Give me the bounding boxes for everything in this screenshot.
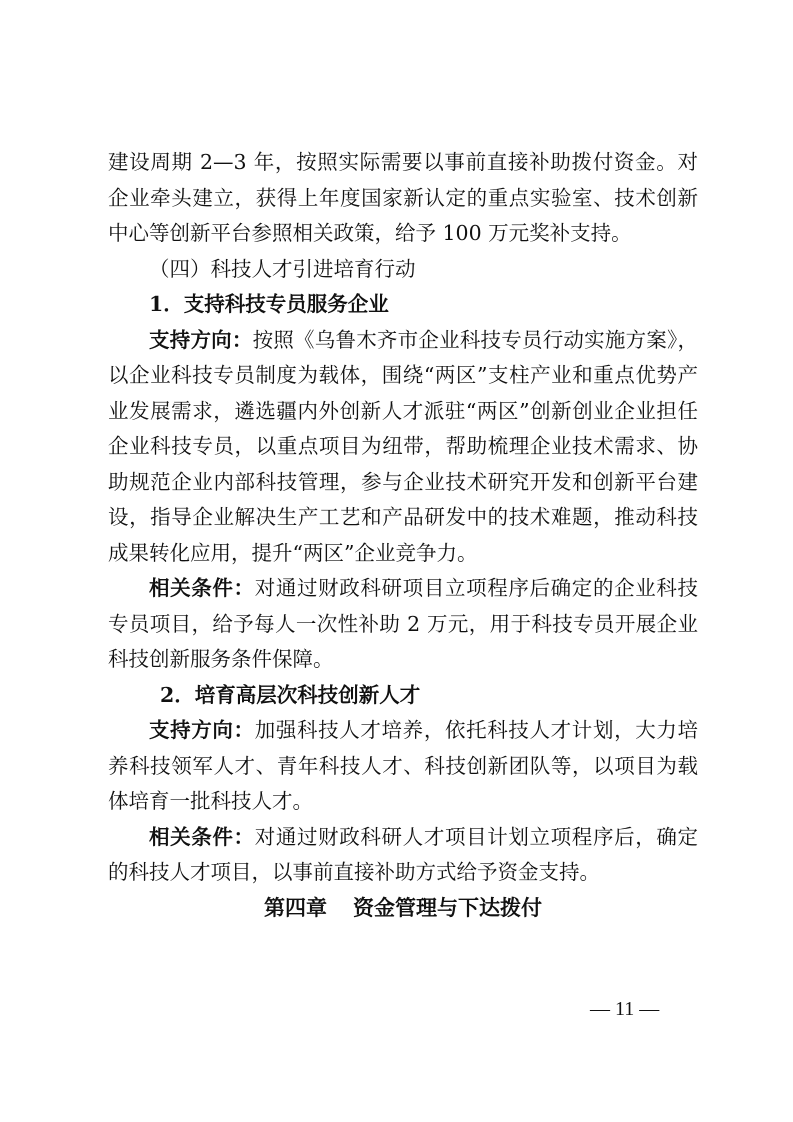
item-1-direction-label: 支持方向： [149,327,253,352]
item-1-direction-text: 按照《乌鲁木齐市企业科技专员行动实施方案》，以企业科技专员制度为载体，围绕“两区”支柱产业和重点优势产业发展需求，遴选疆内外创新人才派驻“两区”创新创业企业担任企业科技专员，以重点项目为纽带，帮助梳理企业技术需求、协助规范企业内部科技管理，参与企业技术研究开发和创新平台建设，指导企业解决生产工艺和产品研发中的技术难题，推动科技成果转化应用，提升“两区”企业竞争力。 [108,327,699,565]
chapter-heading [108,891,698,927]
paragraph-funding-cycle: 建设周期 2—3 年，按照实际需要以事前直接补助拨付资金。对企业牵头建立，获得上年度国家新认定的重点实验室、技术创新中心等创新平台参照相关政策，给予 100 万元奖补支持。 [108,150,698,245]
item-2-condition-label: 相关条件： [149,824,255,849]
item-2-condition-text: 对通过财政科研人才项目计划立项程序后，确定的科技人才项目，以事前直接补助方式给予资金支持。 [108,824,699,884]
item-2-condition-paragraph [108,820,698,891]
item-2-direction-paragraph [108,713,698,820]
chapter-title: 资金管理与下达拨付 [353,895,542,920]
chapter-number: 第四章 [264,895,327,920]
section-4-title: （四）科技人才引进培育行动 [149,256,416,281]
item-2-direction-text: 加强科技人才培养，依托科技人才计划，大力培养科技领军人才、青年科技人才、科技创新团队等，以项目为载体培育一批科技人才。 [108,718,699,813]
item-1-condition-label: 相关条件： [149,576,255,600]
item-2-direction-label: 支持方向： [149,718,255,742]
page-number: — 11 — [590,998,660,1020]
item-1-condition-paragraph [108,571,698,678]
item-1-direction-paragraph [108,323,698,572]
item-2-title: 2．培育高层次科技创新人才 [160,682,421,707]
item-1-condition-text: 对通过财政科研项目立项程序后确定的企业科技专员项目，给予每人一次性补助 2 万元，用于科技专员开展企业科技创新服务条件保障。 [108,576,699,671]
page-content [108,145,698,926]
item-1-title: 1．支持科技专员服务企业 [149,292,389,316]
